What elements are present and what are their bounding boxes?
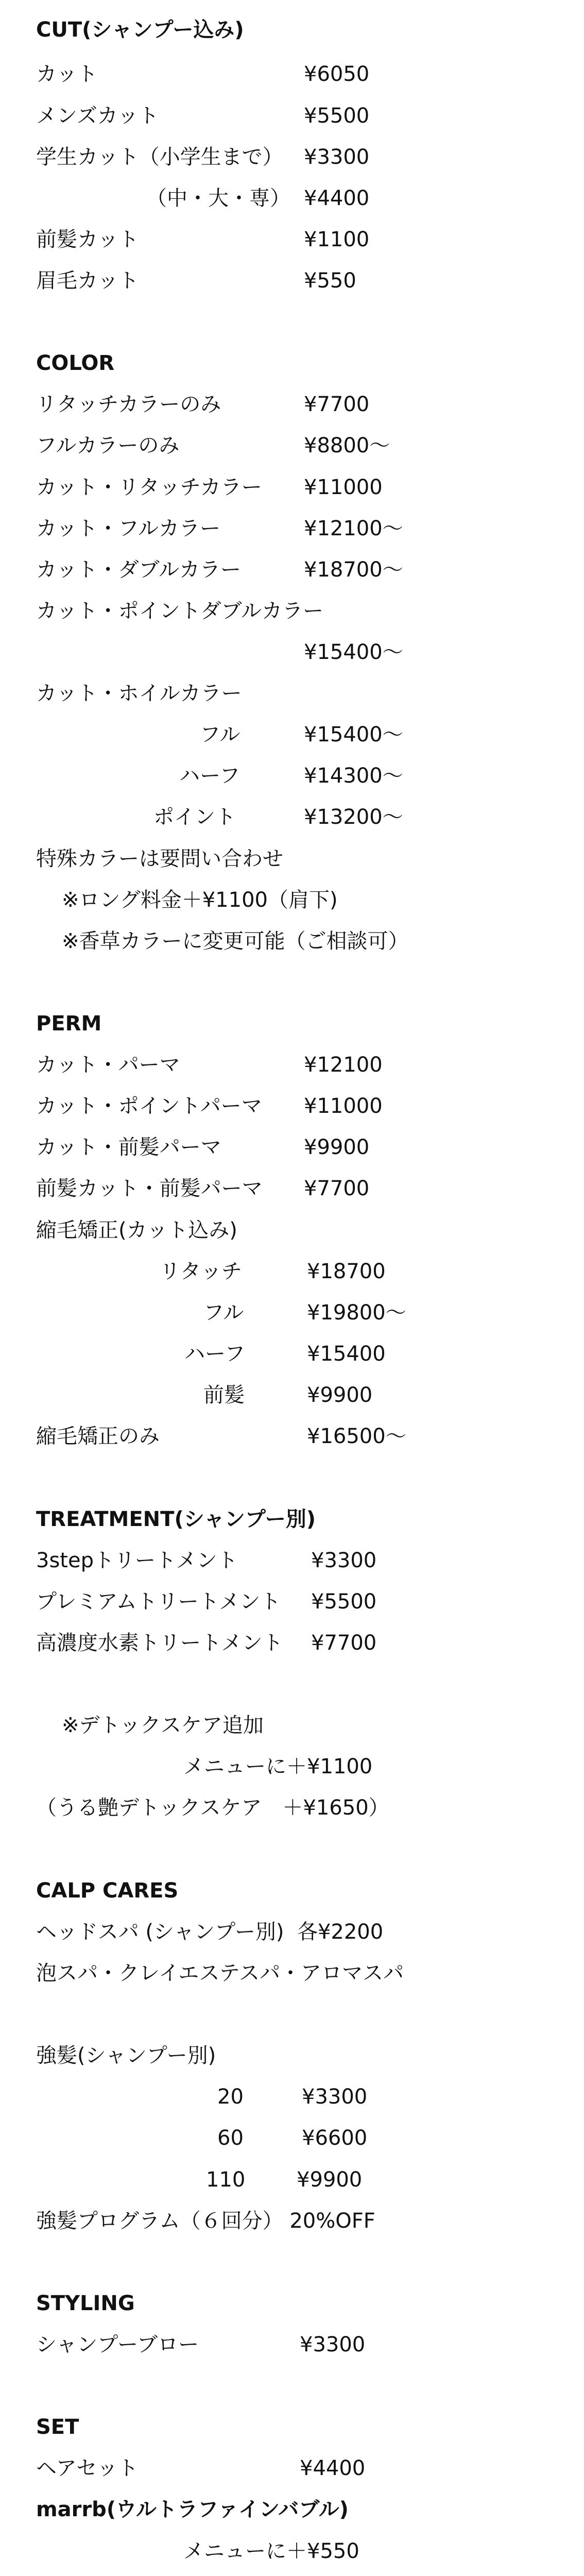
menu-item-label: （中・大・専） [146,187,290,210]
menu-item-label: ポイント [153,805,236,829]
menu-item-label: 高濃度水素トリートメント [36,1631,283,1655]
menu-item-price: ¥6600 [302,2126,368,2150]
menu-item-label: 110 [206,2168,246,2192]
menu-item-price: ¥7700 [304,1177,370,1200]
menu-item-price: ¥14300〜 [304,764,403,788]
menu-item-label: フル [200,723,241,747]
menu-item-price: ¥5500 [311,1590,377,1614]
menu-item-label: リタッチカラーのみ [36,393,221,416]
menu-item-label: 前髪カット [36,228,139,251]
menu-item-label: カット・ポイントダブルカラー [36,599,323,623]
menu-item-label: リタッチ [160,1260,242,1283]
menu-item-label: ハーフ [184,1342,245,1366]
menu-item-label: プレミアムトリートメント [36,1590,281,1614]
menu-item-label: 3stepトリートメント [36,1549,238,1572]
menu-item-label: ハーフ [179,764,240,788]
menu-item-price: ¥8800〜 [304,434,390,457]
note-text: メニューに＋¥550 [183,2539,359,2563]
menu-item-label: カット・ダブルカラー [36,558,241,582]
section-title-perm: PERM [36,1012,102,1036]
menu-item-label: カット・パーマ [36,1053,180,1077]
menu-item-label: 眉毛カット [36,269,139,293]
menu-item-label: 学生カット（小学生まで） [36,145,283,169]
section-title-treatment: TREATMENT(シャンプー別) [36,1507,316,1531]
menu-item-label: カット・前髪パーマ [36,1136,221,1159]
menu-item-price: ¥3300 [304,145,370,169]
menu-item-price: ¥11000 [304,476,383,499]
section-title-set: SET [36,2415,79,2439]
menu-item-price: ¥4400 [304,187,370,210]
menu-item-label: カット [36,62,98,86]
menu-item-price: ¥9900 [307,1383,373,1407]
section-title-cut: CUT(シャンプー込み) [36,18,244,42]
menu-item-label: カット・フルカラー [36,517,220,540]
menu-item-price: ¥15400 [307,1342,386,1366]
note-text: 特殊カラーは要問い合わせ [36,847,283,871]
menu-item-price: ¥3300 [311,1549,377,1572]
note-text: ※デトックスケア追加 [62,1714,264,1737]
note-text: ※香草カラーに変更可能（ご相談可） [62,929,409,953]
menu-item-price: ¥5500 [304,104,370,128]
menu-item-price: ¥7700 [304,393,370,416]
menu-item-price: ¥19800〜 [307,1301,406,1325]
menu-item-label: 強髪プログラム（６回分） 20%OFF [36,2209,375,2233]
menu-item-price: ¥16500〜 [307,1425,406,1448]
menu-item-label: 60 [217,2126,244,2150]
menu-item-price: ¥3300 [300,2333,366,2357]
note-text: メニューに＋¥1100 [183,1755,373,1778]
note-text: （うる艶デトックスケア ＋¥1650） [36,1796,389,1820]
menu-item-price: ¥12100〜 [304,517,403,540]
note-text: ※ロング料金＋¥1100（肩下) [62,888,338,912]
menu-item-price: ¥6050 [304,62,370,86]
menu-item-label: カット・ポイントパーマ [36,1094,262,1118]
menu-item-label: ヘアセット [36,2456,139,2480]
menu-item-price: ¥550 [304,269,356,293]
section-title-color: COLOR [36,351,115,375]
menu-item-price: ¥13200〜 [304,805,403,829]
menu-item-label: 泡スパ・クレイエステスパ・アロマスパ [36,1961,404,1985]
menu-item-price: ¥4400 [300,2456,366,2480]
menu-item-label: ヘッドスパ (シャンプー別) 各¥2200 [36,1920,384,1944]
menu-item-price: ¥15400〜 [304,640,403,664]
menu-item-label: 縮毛矯正(カット込み) [36,1218,237,1242]
section-title-styling: STYLING [36,2292,135,2315]
menu-item-label: 強髪(シャンプー別) [36,2044,216,2067]
menu-item-label: 縮毛矯正のみ [36,1425,160,1448]
menu-item-label: メンズカット [36,104,159,128]
menu-item-label: カット・ホイルカラー [36,682,242,705]
menu-item-label: シャンプーブロー [36,2333,199,2357]
menu-item-price: ¥7700 [311,1631,377,1655]
section-title-marrb: marrb(ウルトラファインバブル) [36,2498,349,2521]
menu-item-price: ¥9900 [304,1136,370,1159]
menu-item-price: ¥18700〜 [304,558,403,582]
menu-item-label: 20 [217,2085,244,2109]
menu-item-label: フル [203,1301,244,1325]
menu-item-label: フルカラーのみ [36,434,180,457]
section-title-calp-cares: CALP CARES [36,1879,179,1903]
menu-item-label: カット・リタッチカラー [36,476,262,499]
menu-item-label: 前髪 [203,1383,245,1407]
menu-item-label: 前髪カット・前髪パーマ [36,1177,263,1200]
menu-item-price: ¥18700 [307,1260,386,1283]
menu-item-price: ¥15400〜 [304,723,403,747]
menu-item-price: ¥3300 [302,2085,368,2109]
menu-item-price: ¥11000 [304,1094,383,1118]
menu-item-price: ¥9900 [297,2168,363,2192]
menu-item-price: ¥1100 [304,228,370,251]
menu-item-price: ¥12100 [304,1053,383,1077]
